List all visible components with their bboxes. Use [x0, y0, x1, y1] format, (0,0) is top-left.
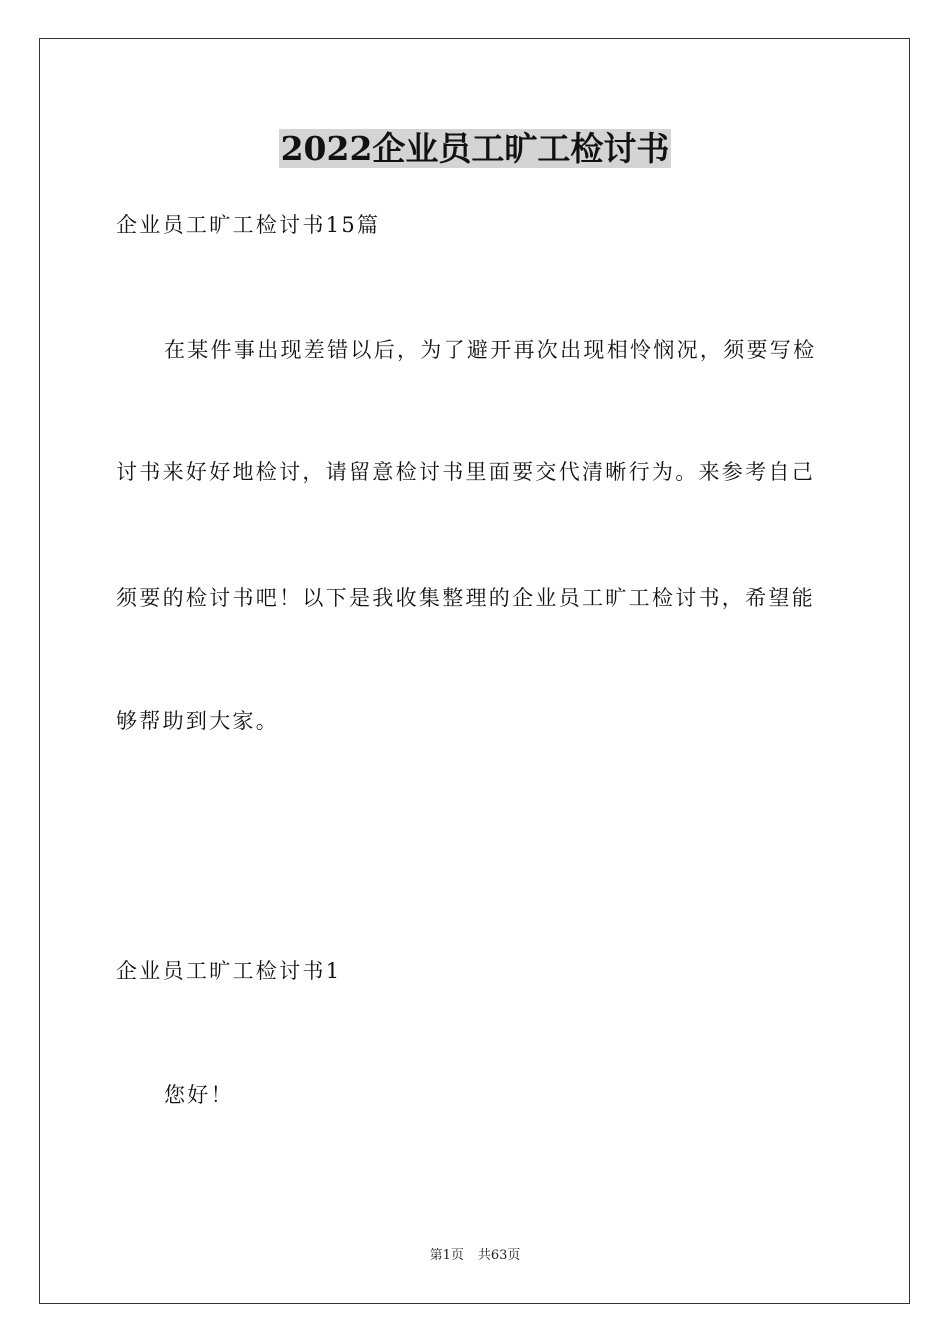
document-title	[0, 126, 950, 172]
page-number-total: 共63页	[477, 1248, 521, 1263]
section-heading: 企业员工旷工检讨书1	[116, 959, 342, 983]
intro-line-3: 须要的检讨书吧！以下是我收集整理的企业员工旷工检讨书，希望能	[116, 586, 815, 610]
page-number-current: 第1页	[429, 1248, 464, 1263]
intro-line-4: 够帮助到大家。	[116, 709, 280, 733]
intro-line-1: 在某件事出现差错以后，为了避开再次出现相怜悯况，须要写检	[164, 338, 817, 362]
document-title-text: 2022企业员工旷工检讨书	[280, 129, 670, 168]
intro-line-2: 讨书来好好地检讨，请留意检讨书里面要交代清晰行为。来参考自己	[116, 460, 815, 484]
page-footer	[0, 1246, 950, 1266]
document-subtitle: 企业员工旷工检讨书15篇	[116, 213, 381, 237]
greeting: 您好！	[164, 1083, 234, 1107]
